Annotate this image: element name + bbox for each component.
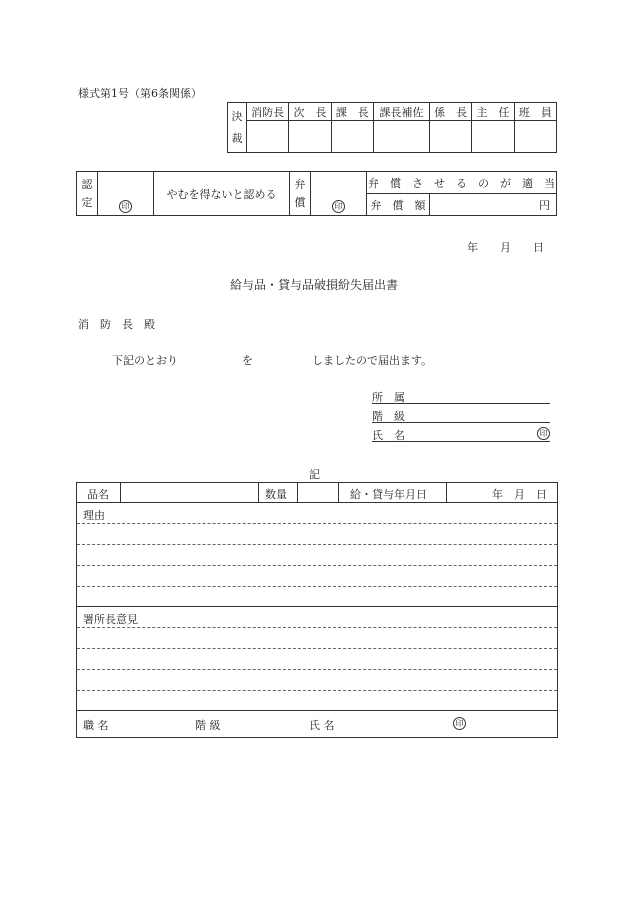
issue-date-label: 給・貸与年月日 [350, 488, 427, 501]
recognition-stamp-cell[interactable] [98, 172, 154, 216]
affiliation-label: 所 属 [372, 391, 405, 404]
quantity-label: 数量 [265, 488, 287, 501]
form-number: 様式第1号（第6条関係） [78, 87, 202, 100]
bensho-label-bottom: 償 [294, 195, 306, 209]
approval-header-6: 班 員 [514, 103, 556, 121]
item-name-field[interactable] [120, 483, 259, 502]
addressee: 消 防 長 殿 [78, 318, 155, 331]
recognition-table [76, 171, 557, 216]
name-line[interactable] [372, 427, 550, 442]
approval-seal-1[interactable] [289, 121, 331, 153]
bensho-label-top: 弁 [294, 177, 306, 191]
footer-row [77, 711, 557, 736]
date-line: 年 月 日 [467, 241, 544, 254]
document-title: 給与品・貸与品破損紛失届出書 [230, 278, 399, 292]
bensho-stamp-cell[interactable] [311, 172, 367, 216]
approval-header-5: 主 任 [472, 103, 514, 121]
approval-seal-0[interactable] [247, 121, 289, 153]
recognition-label-bottom: 定 [81, 195, 93, 209]
footer-rank-label: 階 級 [195, 719, 221, 732]
name-label: 氏 名 [372, 429, 405, 442]
recognition-label [77, 172, 98, 216]
stamp-icon: 印 [453, 717, 466, 730]
stamp-icon: 印 [332, 200, 345, 213]
approval-seal-3[interactable] [373, 121, 429, 153]
approval-header-4: 係 長 [430, 103, 472, 121]
reason-field[interactable] [77, 503, 557, 587]
appropriate-label: 弁 償 さ せ る の が 適 当 [367, 172, 557, 194]
issue-date-blank: 年 月 日 [492, 488, 547, 501]
opinion-field[interactable] [77, 607, 557, 691]
approval-header-1: 次 長 [289, 103, 331, 121]
rank-line[interactable] [372, 408, 550, 423]
stamp-icon: 印 [537, 427, 550, 440]
recognition-text: やむを得ないと認める [154, 172, 290, 216]
body-text-3: しましたので届出ます。 [312, 354, 433, 367]
footer-name-label: 氏 名 [309, 719, 335, 732]
approval-seal-2[interactable] [331, 121, 373, 153]
rank-label: 階 級 [372, 410, 405, 423]
footer-post-label: 職 名 [83, 719, 109, 732]
amount-label: 弁 償 額 [367, 194, 430, 216]
body-text-1: 下記のとおり [112, 354, 178, 367]
approval-label [228, 103, 247, 153]
detail-table [76, 482, 558, 738]
amount-field[interactable] [430, 194, 557, 216]
approval-header-2: 課 長 [331, 103, 373, 121]
affiliation-line[interactable] [372, 389, 550, 404]
body-text-2: を [242, 354, 253, 367]
item-name-label: 品名 [87, 488, 109, 501]
quantity-field[interactable] [297, 483, 339, 502]
approval-label-top: 決 [231, 109, 243, 123]
yen-label: 円 [539, 198, 550, 212]
recognition-label-top: 認 [81, 177, 93, 191]
ki-label: 記 [309, 468, 320, 481]
stamp-icon: 印 [119, 200, 132, 213]
approval-label-bottom: 裁 [231, 131, 243, 145]
issue-date-field[interactable] [446, 483, 557, 502]
approval-seal-6[interactable] [514, 121, 556, 153]
approval-table [227, 102, 557, 153]
approval-header-0: 消防長 [247, 103, 289, 121]
opinion-label: 署所長意見 [83, 613, 138, 626]
bensho-label [290, 172, 311, 216]
approval-seal-5[interactable] [472, 121, 514, 153]
approval-header-3: 課長補佐 [373, 103, 429, 121]
reason-label: 理由 [83, 509, 105, 522]
approval-seal-4[interactable] [430, 121, 472, 153]
